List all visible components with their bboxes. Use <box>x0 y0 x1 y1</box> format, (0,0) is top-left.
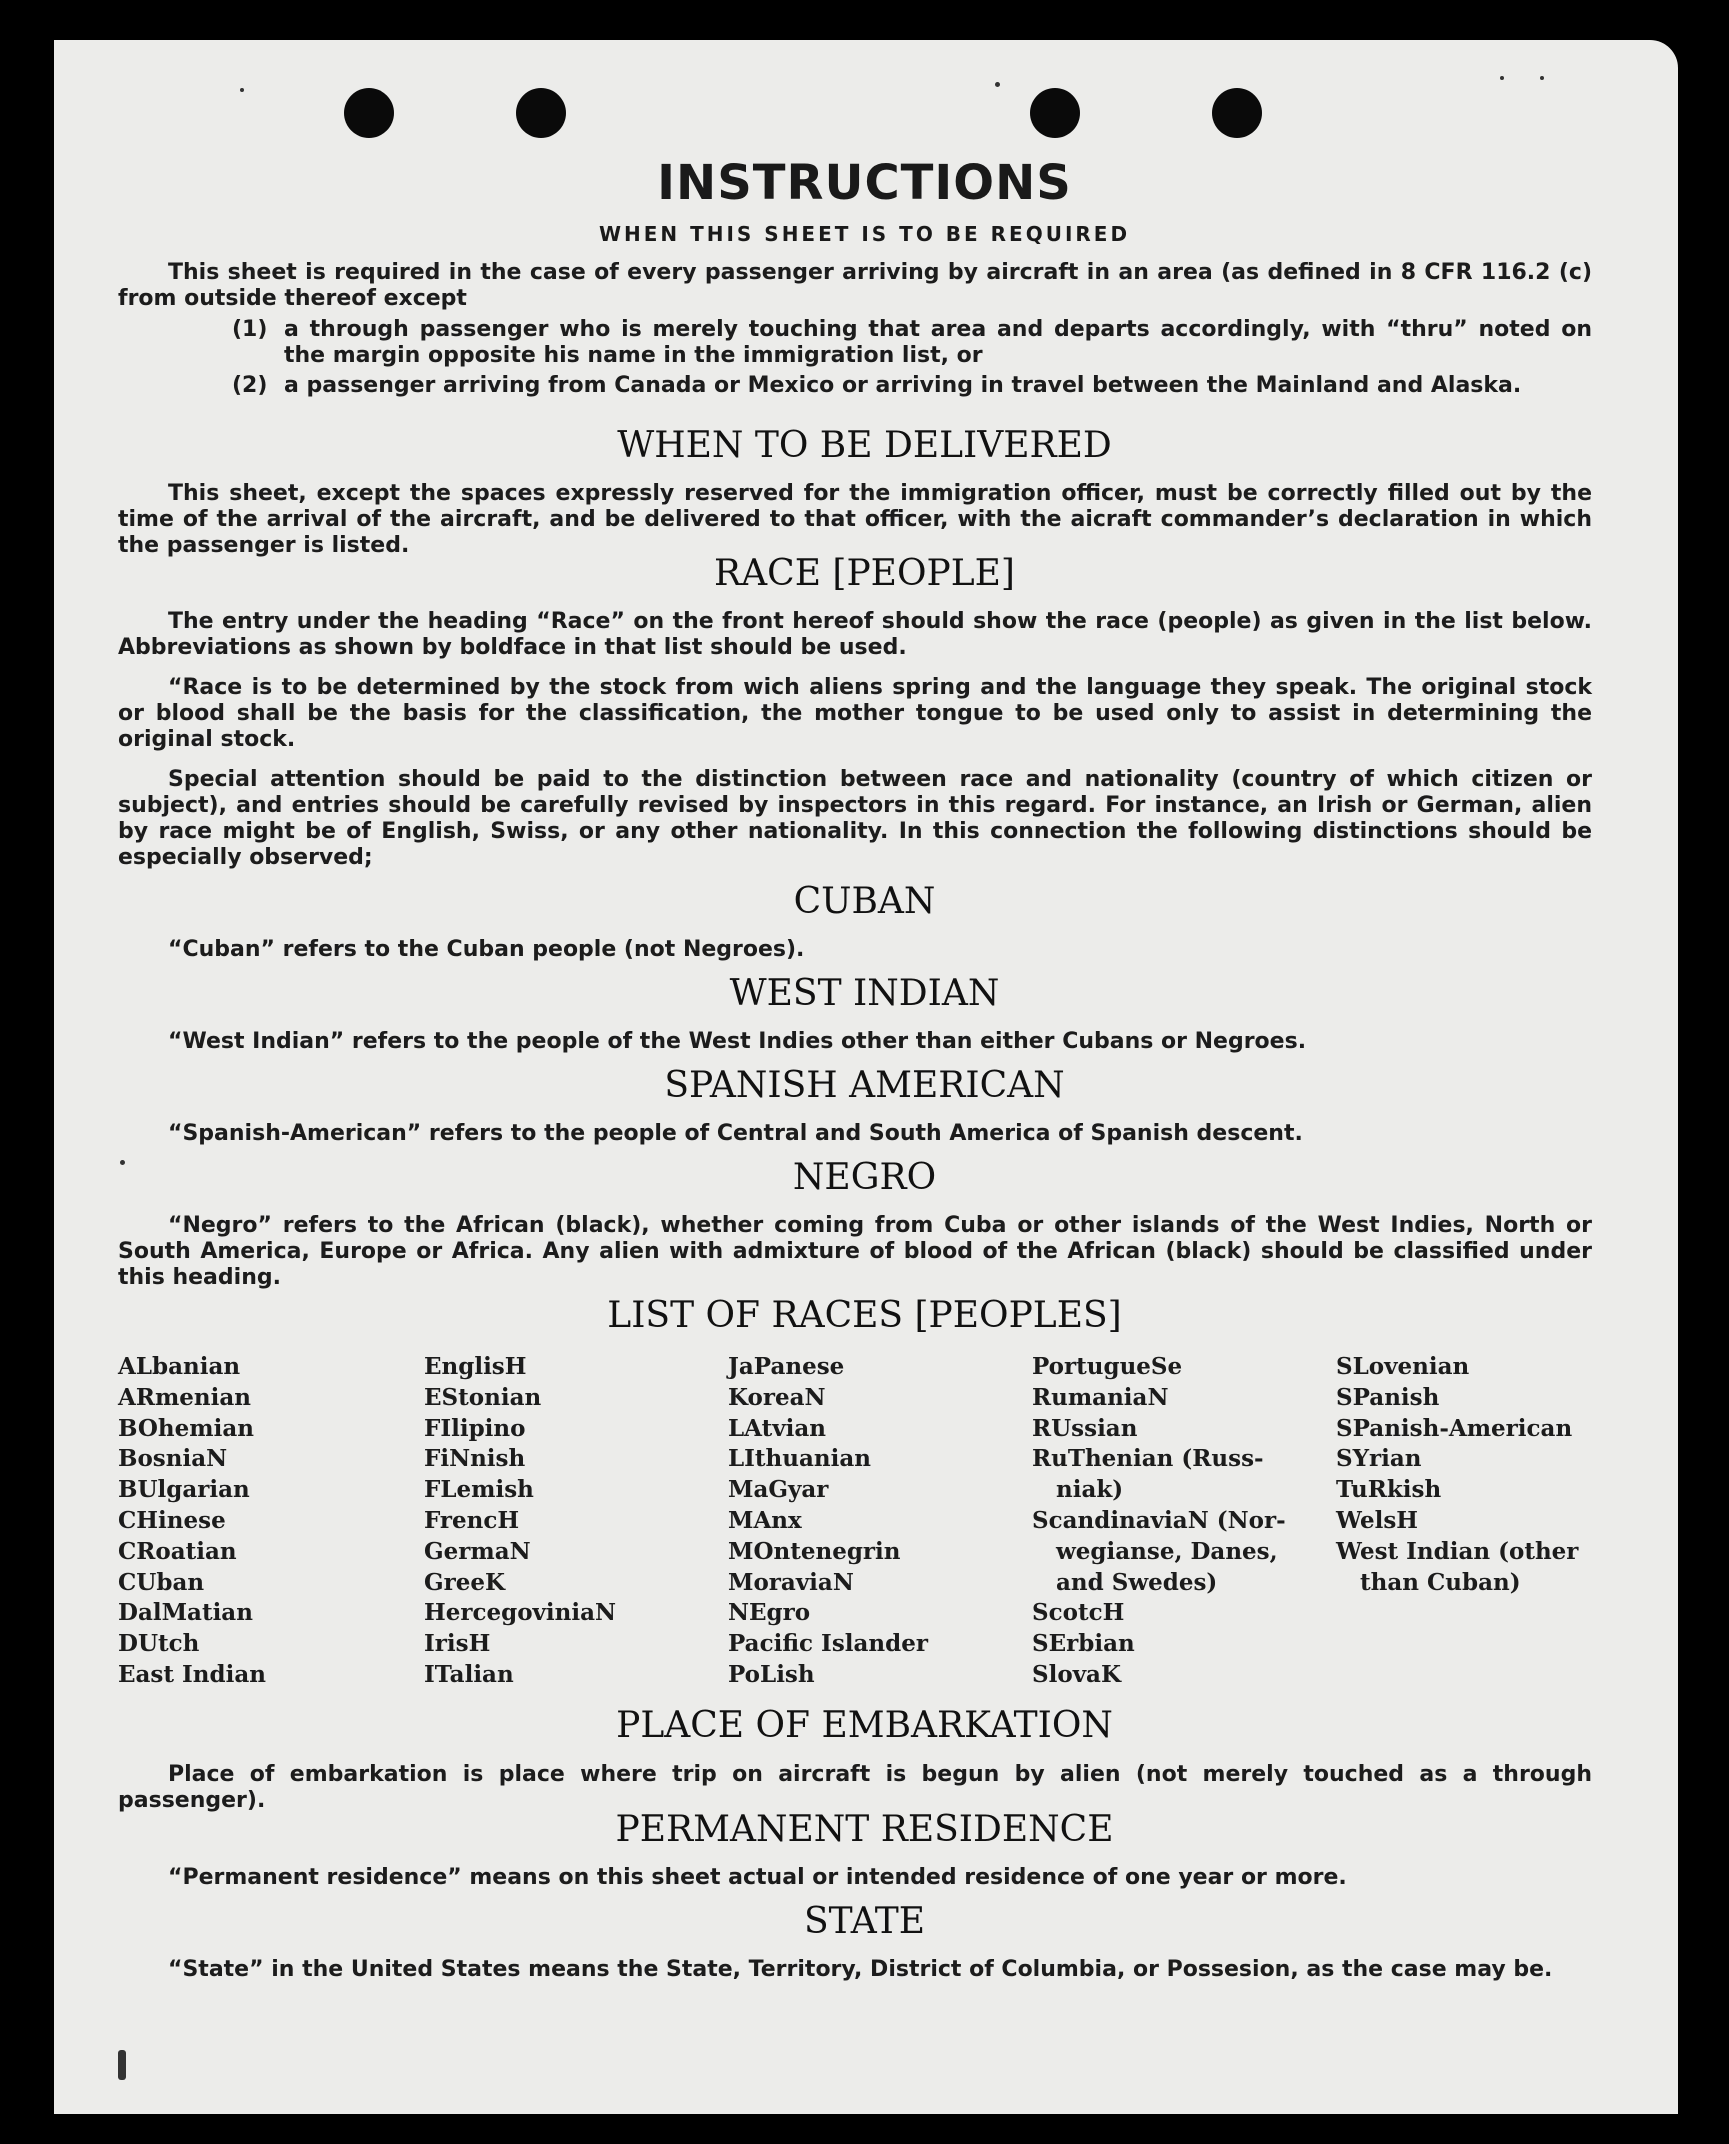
exception-number: (2) <box>232 373 268 398</box>
race-entry: EnglisH <box>424 1353 527 1380</box>
race-entry: NEgro <box>728 1599 811 1627</box>
heading-list-of-races: LIST OF RACES [PEOPLES] <box>607 1295 1122 1336</box>
race-entry: JaPanese <box>728 1353 845 1380</box>
residence-text: “Permanent residence” means on this sheet actual or intended residence of one year or more. <box>168 1865 1347 1890</box>
exception-text: a through passenger who is merely touching that area and departs accordingly, with “thru” noted on the margin opposite his name in the immigration list, or <box>284 317 1592 368</box>
race-entry: PortugueSe <box>1032 1353 1183 1380</box>
race-entry: ARmenian <box>118 1383 252 1411</box>
race-entry: CHinese <box>118 1506 226 1534</box>
race-paragraph-1: The entry under the heading “Race” on the front hereof should show the race (people) as given in the list below. Abbreviations as shown by boldface in that list should be used. <box>118 609 1592 660</box>
heading-permanent-residence: PERMANENT RESIDENCE <box>615 1809 1114 1850</box>
race-entry: WelsH <box>1336 1506 1419 1534</box>
race-entry: TuRkish <box>1336 1476 1442 1504</box>
race-entry: FIlipino <box>424 1414 526 1442</box>
race-entry: SPanish <box>1336 1383 1440 1411</box>
spanish-american-text: “Spanish-American” refers to the people of Central and South America of Spanish descent. <box>168 1121 1303 1146</box>
cuban-text: “Cuban” refers to the Cuban people (not Negroes). <box>168 937 805 962</box>
exception-1 <box>232 317 1592 369</box>
race-entry: ScandinaviaN (Nor- <box>1032 1506 1286 1534</box>
embarkation-text: Place of embarkation is place where trip on aircraft is begun by alien (not merely touched as a through passenger). <box>118 1762 1592 1813</box>
delivered-text: This sheet, except the spaces expressly reserved for the immigration officer, must be correctly filled out by the time of the arrival of the aircraft, and be delivered to that officer, with the aicraft commander’s declaration in which the passenger is listed. <box>118 481 1592 558</box>
speck <box>995 82 1000 87</box>
race-entry: GreeK <box>424 1568 506 1596</box>
exception-number: (1) <box>232 317 268 342</box>
page-title: INSTRUCTIONS <box>657 155 1072 211</box>
speck <box>1540 76 1544 80</box>
race-entry: DalMatian <box>118 1599 253 1627</box>
race-entry: MAnx <box>728 1506 802 1534</box>
race-entry: SlovaK <box>1032 1660 1121 1688</box>
negro-text: “Negro” refers to the African (black), whether coming from Cuba or other islands of the West Indies, North or South America, Europe or Africa. Any alien with admixture of blood of the African (black) should be classified under this heading. <box>118 1213 1592 1290</box>
race-entry: RumaniaN <box>1032 1383 1169 1411</box>
races-column-1 <box>118 1352 398 1691</box>
race-entry-continued: than Cuban) <box>1360 1568 1521 1596</box>
race-entry: FiNnish <box>424 1445 526 1473</box>
punch-hole <box>1030 88 1080 138</box>
punch-hole <box>516 88 566 138</box>
race-entry: ALbanian <box>118 1353 241 1380</box>
race-entry: BUlgarian <box>118 1476 250 1504</box>
heading-race: RACE [PEOPLE] <box>714 553 1015 594</box>
speck <box>118 2050 126 2080</box>
exception-2 <box>232 373 1592 399</box>
race-entry: CUban <box>118 1568 205 1596</box>
exception-text: a passenger arriving from Canada or Mexico or arriving in travel between the Mainland and Alaska. <box>284 373 1522 398</box>
race-entry: CRoatian <box>118 1537 237 1565</box>
races-column-2 <box>424 1352 704 1691</box>
heading-when-delivered: WHEN TO BE DELIVERED <box>617 425 1112 466</box>
race-entry: KoreaN <box>728 1383 826 1411</box>
heading-state: STATE <box>803 1901 926 1942</box>
race-entry: RUssian <box>1032 1414 1138 1442</box>
race-entry: MOntenegrin <box>728 1537 901 1565</box>
required-intro: This sheet is required in the case of every passenger arriving by aircraft in an area (as defined in 8 CFR 116.2 (c) from outside thereof except <box>118 260 1592 311</box>
race-entry-continued: and Swedes) <box>1056 1568 1218 1596</box>
race-entry: BosniaN <box>118 1445 228 1473</box>
race-entry: FrencH <box>424 1506 520 1534</box>
races-column-3 <box>728 1352 1008 1691</box>
race-paragraph-3: Special attention should be paid to the distinction between race and nationality (country of which citizen or subject), and entries should be carefully revised by inspectors in this regard. For instance, an Irish or German, alien by race might be of English, Swiss, or any other nationality. In this connection the following distinctions should be especially observed; <box>118 767 1592 870</box>
race-entry: RuThenian (Russ- <box>1032 1445 1264 1473</box>
races-column-5 <box>1336 1352 1616 1598</box>
heading-spanish-american: SPANISH AMERICAN <box>664 1065 1065 1106</box>
race-entry: SLovenian <box>1336 1353 1470 1380</box>
race-entry: HercegoviniaN <box>424 1599 617 1627</box>
speck <box>1500 76 1504 80</box>
punch-hole <box>344 88 394 138</box>
race-entry-continued: wegianse, Danes, <box>1056 1537 1278 1565</box>
punch-hole <box>1212 88 1262 138</box>
races-column-4 <box>1032 1352 1312 1691</box>
heading-negro: NEGRO <box>792 1157 937 1198</box>
race-entry: DUtch <box>118 1630 200 1658</box>
race-entry: ScotcH <box>1032 1599 1125 1627</box>
race-entry: EStonian <box>424 1383 542 1411</box>
heading-cuban: CUBAN <box>793 881 936 922</box>
race-entry: SPanish-American <box>1336 1414 1573 1442</box>
race-entry: FLemish <box>424 1476 534 1504</box>
race-entry: IrisH <box>424 1630 491 1658</box>
race-entry: West Indian (other <box>1336 1537 1579 1565</box>
heading-west-indian: WEST INDIAN <box>729 973 1000 1014</box>
race-entry: ITalian <box>424 1660 514 1688</box>
west-indian-text: “West Indian” refers to the people of the West Indies other than either Cubans or Negroes. <box>168 1029 1307 1054</box>
race-entry: MoraviaN <box>728 1568 854 1596</box>
race-entry: MaGyar <box>728 1476 829 1504</box>
race-entry: Pacific Islander <box>728 1630 928 1658</box>
race-entry: BOhemian <box>118 1414 254 1442</box>
race-entry: GermaN <box>424 1537 531 1565</box>
page-subtitle: WHEN THIS SHEET IS TO BE REQUIRED <box>598 222 1131 246</box>
heading-place-of-embarkation: PLACE OF EMBARKATION <box>616 1705 1113 1746</box>
race-entry-continued: niak) <box>1056 1476 1124 1504</box>
race-paragraph-2: “Race is to be determined by the stock from wich aliens spring and the language they speak. The original stock or blood shall be the basis for the classification, the mother tongue to be used only to assist in determining the original stock. <box>118 675 1592 752</box>
race-entry: PoLish <box>728 1660 815 1688</box>
speck <box>240 88 244 92</box>
race-entry: SErbian <box>1032 1630 1135 1658</box>
state-text: “State” in the United States means the State, Territory, District of Columbia, or Possesion, as the case may be. <box>168 1957 1553 1982</box>
race-entry: LIthuanian <box>728 1445 871 1473</box>
race-entry: East Indian <box>118 1660 266 1688</box>
race-entry: LAtvian <box>728 1414 826 1442</box>
race-entry: SYrian <box>1336 1445 1422 1473</box>
